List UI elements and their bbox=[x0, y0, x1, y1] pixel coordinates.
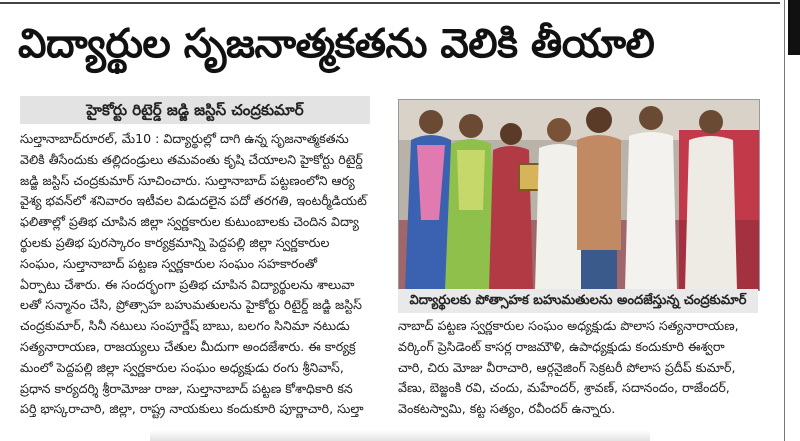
body-line: సంఘం, సుల్తానాబాద్ పట్టణ స్వర్ణకారుల సంఘం సహకారంతో bbox=[20, 255, 318, 271]
body-line: మంలో పెద్దపల్లి జిల్లా స్వర్ణకారుల సంఘం అధ్యక్షుడు రంగు శ్రీనివాస్, bbox=[20, 359, 344, 375]
body-line: ర్థులకు ప్రతిభ పురస్కారం కార్యక్రమాన్ని పెద్దపల్లి జిల్లా స్వర్ణకారుల bbox=[20, 234, 330, 250]
news-photo bbox=[398, 99, 760, 291]
body-line: వర్కింగ్ ప్రెసిడెంట్ కాసర్ల రాజమౌళి, ఉపాధ్యక్షుడు కందుకూరి ఈశ్వరా bbox=[398, 338, 725, 354]
body-line: లతో సన్మానం చేసి, ప్రోత్సాహ బహుమతులను హైకోర్టు రిటైర్డ్ జడ్జి జస్టిస్ bbox=[20, 297, 362, 313]
body-line: సుల్తానాబాద్‌రూరల్, మే10 : విద్యార్థుల్లో దాగి ఉన్న సృజనాత్మకతను bbox=[20, 131, 349, 146]
body-line: నాబాద్ పట్టణ స్వర్ణకారుల సంఘం అధ్యక్షుడు పొలాస సత్యనారాయణ, bbox=[398, 318, 739, 333]
article-body-left bbox=[20, 129, 392, 420]
byline: హైకోర్టు రిటైర్డ్ జడ్జి జస్టిస్ చంద్రకుమార్ bbox=[20, 96, 370, 124]
cropped-next-line bbox=[150, 430, 650, 441]
body-line: సత్యనారాయణ, రాజయ్యలు చేతుల మీదుగా అందజేశారు. ఈ కార్యక్ర bbox=[20, 338, 356, 354]
column-divider bbox=[784, 0, 785, 441]
article-body-right bbox=[398, 316, 778, 420]
headline: విద్యార్థుల సృజనాత్మకతను వెలికి తీయాలి bbox=[18, 21, 655, 67]
body-line: చారి, చిరు మోజు వీరాచారి, ఆర్గనైజింగ్ సెక్రటరీ పోలాస ప్రదీప్ కుమార్, bbox=[398, 359, 736, 375]
body-line: వైశ్య భవన్‌లో శనివారం ఇటీవల విడుదలైన పదో తరగతి, ఇంటర్మీడియట్ bbox=[20, 193, 367, 209]
body-line: వెంకటస్వామి, కట్ట సత్యం, రవీందర్ ఉన్నారు. bbox=[398, 401, 616, 417]
body-line: ఏర్పాటు చేశారు. ఈ సందర్భంగా ప్రతిభ చూపిన విద్యార్థులను శాలువా bbox=[20, 276, 355, 292]
top-rule bbox=[0, 2, 780, 4]
body-line: ఫలితాల్లో ప్రతిభ చూపిన జిల్లా స్వర్ణకారుల కుటుంబాలకు చెందిన విద్యా bbox=[20, 214, 359, 230]
body-line: చంద్రకుమార్, సినీ నటులు సంపూర్ణేష్ బాబు, బలగం సినిమా నటుడు bbox=[20, 318, 350, 334]
photo-caption: విద్యార్థులకు పోత్సాహక బహుమతులను అందజేస్తున్న చంద్రకుమార్ bbox=[398, 289, 758, 313]
body-line: ప్రధాన కార్యదర్శి శ్రీరామోజు రాజు, సుల్తానాబాద్ పట్టణ కోశాధికారి కన bbox=[20, 380, 353, 396]
body-line: వేణు, బెజ్జంకి రవి, చందు, మహేందర్, శ్రావణ్, సదానందం, రాజేందర్, bbox=[398, 380, 730, 396]
edge-mark bbox=[788, 0, 800, 55]
body-line: పర్తి భాస్కరాచారి, జిల్లా, రాష్ట్ర నాయకులు కందుకూరి పూర్ణాచారి, సుల్తా bbox=[20, 401, 364, 417]
body-line: జడ్జి జస్టిస్ చంద్రకుమార్ సూచించారు. సుల్తానాబాద్ పట్టణంలోని ఆర్య bbox=[20, 172, 355, 188]
body-line: వెలికి తీసేందుకు తల్లిదండ్రులు తమవంతు కృషి చేయాలని హైకోర్టు రిటైర్డ్ bbox=[20, 151, 363, 167]
